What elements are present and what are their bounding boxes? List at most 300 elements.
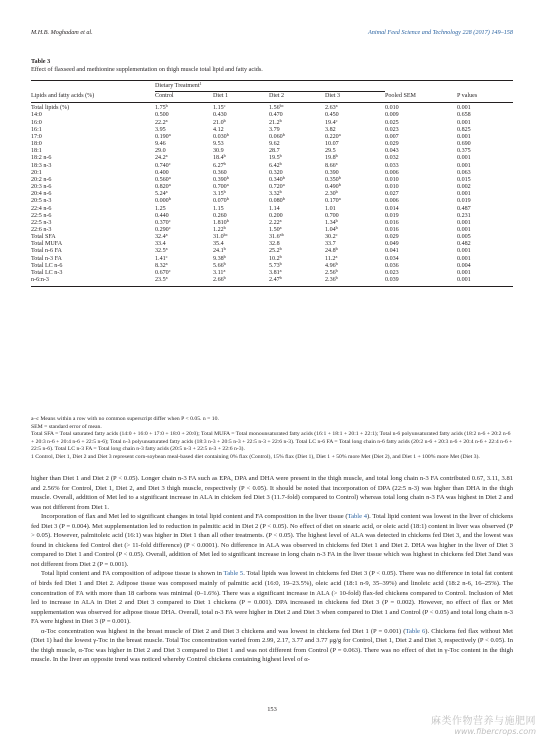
column-header-diet-2: Diet 2 <box>269 92 325 103</box>
table-cell <box>155 248 213 255</box>
table-row <box>31 234 513 241</box>
table-cell <box>269 267 325 277</box>
table-cell <box>457 112 513 119</box>
row-header: Lipids and fatty acids (%) <box>31 92 155 103</box>
cell-superscript: b <box>279 153 282 159</box>
table-cell <box>385 163 457 170</box>
cell-value: 0.231 <box>457 212 471 219</box>
table-cell <box>269 117 325 127</box>
table-cell <box>325 217 385 227</box>
cell-value: 0.036 <box>385 262 399 269</box>
watermark-site-name: 麻类作物营养与施肥网 <box>431 716 536 727</box>
cell-value: 1.810 <box>213 219 227 226</box>
cell-superscript: bc <box>223 231 228 237</box>
cell-value: 0.260 <box>213 212 227 219</box>
cell-value: 0.070 <box>213 198 227 205</box>
table-cell <box>385 263 457 270</box>
cell-value: 3.95 <box>155 126 166 133</box>
cell-value: 0.006 <box>385 169 399 176</box>
table-row <box>31 163 513 170</box>
table-5-link[interactable]: Table 5 <box>223 570 244 578</box>
cell-value: 0.487 <box>457 205 471 212</box>
cell-value: 33.4 <box>155 241 166 248</box>
row-label: Total n-3 FA <box>31 255 62 262</box>
cell-value: 3.81 <box>269 269 280 276</box>
cell-value: 0.320 <box>269 169 283 176</box>
table-cell <box>385 127 457 134</box>
cell-value: 0.001 <box>457 191 471 198</box>
cell-value: 0.002 <box>457 184 471 191</box>
cell-value: 4.96 <box>325 262 336 269</box>
fatty-acid-table <box>31 80 513 287</box>
cell-value: 0.014 <box>385 205 399 212</box>
table-cell <box>213 112 269 119</box>
table-footnotes <box>31 416 513 461</box>
table-cell <box>457 191 513 198</box>
row-label: 18:3 n-3 <box>31 162 52 169</box>
row-label: 20:4 n-6 <box>31 191 52 198</box>
cell-value: 0.001 <box>457 269 471 276</box>
cell-value: 1.25 <box>155 205 166 212</box>
row-label: Total LC n-6 <box>31 262 63 269</box>
cell-value: 0.019 <box>385 212 399 219</box>
table-cell <box>385 103 457 113</box>
cell-value: 0.340 <box>269 176 283 183</box>
cell-value: 0.440 <box>155 212 169 219</box>
table-cell <box>457 170 513 177</box>
cell-value: 1.15 <box>213 105 224 112</box>
cell-superscript: c <box>168 267 171 273</box>
cell-superscript: b <box>226 174 229 180</box>
table-cell <box>269 170 325 177</box>
cell-value: 25.2 <box>269 248 280 255</box>
cell-value: 0.220 <box>325 133 339 140</box>
table-cell <box>457 241 513 248</box>
cell-value: 24.2 <box>155 155 166 162</box>
table-row <box>31 277 513 287</box>
table-row <box>31 248 513 255</box>
row-label: Total SFA <box>31 234 56 241</box>
table-cell <box>155 174 213 184</box>
cell-value: 2.30 <box>325 191 336 198</box>
cell-superscript: b <box>282 131 285 137</box>
table-cell <box>457 256 513 263</box>
cell-superscript: b <box>335 267 338 273</box>
cell-value: 19.8 <box>325 155 336 162</box>
table-cell <box>457 148 513 155</box>
table-cell <box>269 198 325 205</box>
table-row <box>31 141 513 148</box>
cell-value: 0.023 <box>385 269 399 276</box>
table-cell <box>213 231 269 241</box>
table-cell <box>385 198 457 205</box>
cell-superscript: c <box>165 253 168 259</box>
cell-value: 6.27 <box>213 162 224 169</box>
cell-value: 3.15 <box>213 191 224 198</box>
cell-superscript: a <box>223 267 226 273</box>
cell-superscript: c <box>168 217 171 223</box>
cell-value: 0.001 <box>457 105 471 112</box>
row-label: Total MUFA <box>31 241 63 248</box>
row-label: Total lipids (%) <box>31 105 70 112</box>
cell-value: 0.029 <box>385 234 399 241</box>
cell-value: 0.658 <box>457 112 471 119</box>
footnote-means: a–c Means within a row with no common superscript differ when P < 0.05. n = 10. <box>31 416 219 422</box>
cell-value: 10.2 <box>269 255 280 262</box>
table-cell <box>155 213 213 220</box>
cell-value: 11.2 <box>325 255 336 262</box>
cell-value: 0.700 <box>325 212 339 219</box>
cell-superscript: a <box>165 246 168 252</box>
table-cell <box>155 160 213 170</box>
table-cell <box>457 155 513 162</box>
table-cell <box>155 170 213 177</box>
cell-superscript: a <box>279 224 282 230</box>
cell-value: 0.015 <box>457 176 471 183</box>
cell-superscript: b <box>335 189 338 194</box>
cell-value: 32.5 <box>155 248 166 255</box>
paragraph-2: Incorporation of flax and Met led to significant changes in total lipid content and FA composition in the liver tissue (Table 4). Total lipid content was lowest in the liver of chickens fed Diet 3 (P = 0.004). Met supplementation led to reduction in palmitic acid in Diet 2 (P < 0.05). No effect of diet on stearic acid, or oleic acid (18:1) content in liver was observed (P > 0.05). However, palmitoleic acid (16:1) was higher in Diet 1 than all other treatments. (P < 0.05). The highest level of ALA was detected in chickens fed Diet 3, and the lowest was found in chickens fed Control diet (> 11-fold difference) (P < 0.0001). No difference in ALA was observed in chickens fed Diet 1 and Diet 2. DHA was higher in the liver of Diet 3 compared to Diet 1 and Control (P < 0.05). Overall, addition of Met led to significant increase in long chain n-3 FA in the liver tissue which was highest in chickens fed Diet 3and was not different from Diet 2 (P = 0.001). <box>31 513 513 568</box>
table-cell <box>155 267 213 277</box>
watermark-url: www.fibercrops.com <box>454 727 536 736</box>
cell-superscript: b <box>279 117 282 123</box>
table-6-link[interactable]: Table 6 <box>405 627 426 635</box>
cell-superscript: a <box>338 196 341 202</box>
cell-value: 0.001 <box>457 119 471 126</box>
table-cell <box>269 231 325 241</box>
cell-superscript: a <box>338 131 341 137</box>
cell-value: 3.32 <box>269 191 280 198</box>
cell-value: 0.470 <box>269 112 283 119</box>
table-cell <box>385 170 457 177</box>
cell-value: 29.0 <box>155 148 166 155</box>
column-header-diet-1: Diet 1 <box>213 92 269 103</box>
table-cell <box>213 217 269 227</box>
table-cell <box>269 131 325 141</box>
table-cell <box>457 120 513 127</box>
cell-value: 0.023 <box>385 126 399 133</box>
table-cell <box>155 260 213 270</box>
table-row <box>31 127 513 134</box>
row-label: 20:1 <box>31 169 42 176</box>
footnote-sem: SEM = standard error of mean. <box>31 423 102 430</box>
table-cell <box>385 234 457 241</box>
table-cell <box>385 213 457 220</box>
table-cell <box>457 227 513 234</box>
table-cell <box>269 141 325 148</box>
cell-superscript: b <box>335 217 338 223</box>
cell-superscript: c <box>335 231 338 237</box>
cell-value: 24.1 <box>213 248 224 255</box>
table-cell <box>213 160 269 170</box>
cell-value: 0.670 <box>155 269 169 276</box>
table-cell <box>457 248 513 255</box>
table-cell <box>385 191 457 198</box>
row-label: 17:0 <box>31 133 42 140</box>
cell-value: 31.0 <box>213 234 224 241</box>
cell-value: 0.720 <box>269 184 283 191</box>
table-row <box>31 134 513 141</box>
cell-value: 19.5 <box>269 155 280 162</box>
table-cell <box>213 267 269 277</box>
table-cell <box>213 117 269 127</box>
table-cell <box>155 112 213 119</box>
table-cell <box>325 260 385 270</box>
table-cell <box>269 260 325 270</box>
cell-value: 0.390 <box>325 169 339 176</box>
cell-value: 0.004 <box>457 262 471 269</box>
cell-value: 0.016 <box>385 226 399 233</box>
cell-value: 0.430 <box>213 112 227 119</box>
cell-superscript: b <box>338 174 341 180</box>
cell-value: 33.7 <box>325 241 336 248</box>
cell-value: 8.66 <box>325 162 336 169</box>
table-cell <box>385 155 457 162</box>
cell-superscript: b <box>279 274 282 280</box>
cell-value: 32.4 <box>155 234 166 241</box>
table-cell <box>155 117 213 127</box>
cell-superscript: a <box>335 253 338 259</box>
cell-value: 1.34 <box>325 219 336 226</box>
dietary-treatment-header: Dietary Treatment$^1$ <box>155 81 385 92</box>
cell-value: 0.033 <box>385 162 399 169</box>
table-cell <box>213 174 269 184</box>
cell-value: 0.049 <box>385 241 399 248</box>
cell-superscript: c <box>223 103 226 109</box>
table-cell <box>325 155 385 162</box>
table-cell <box>155 141 213 148</box>
cell-value: 10.07 <box>325 141 339 148</box>
table-cell <box>155 206 213 213</box>
cell-value: 0.560 <box>155 176 169 183</box>
table-cell <box>155 155 213 162</box>
table-cell <box>269 217 325 227</box>
table-cell <box>213 206 269 213</box>
table-cell <box>213 274 269 287</box>
cell-value: 0.170 <box>325 198 339 205</box>
cell-value: 0.001 <box>457 133 471 140</box>
cell-value: 2.36 <box>325 277 336 284</box>
column-header-p-values: P values <box>457 92 513 103</box>
column-header-control: Control <box>155 92 213 103</box>
cell-value: 1.41 <box>155 255 166 262</box>
cell-superscript: a <box>165 274 168 280</box>
cell-value: 0.005 <box>457 234 471 241</box>
table-cell <box>457 263 513 270</box>
cell-value: 30.9 <box>213 148 224 155</box>
table-cell <box>213 170 269 177</box>
cell-value: 19.4 <box>325 119 336 126</box>
cell-value: 0.060 <box>269 133 283 140</box>
table-row <box>31 213 513 220</box>
cell-value: 0.825 <box>457 126 471 133</box>
cell-superscript: b <box>223 160 226 166</box>
cell-value: 1.22 <box>213 226 224 233</box>
cell-value: 2.63 <box>325 105 336 112</box>
cell-superscript: b <box>338 181 341 187</box>
row-label: 20:5 n-3 <box>31 198 52 205</box>
table-cell <box>269 174 325 184</box>
cell-value: 3.79 <box>269 126 280 133</box>
table-cell <box>155 103 213 113</box>
cell-value: 0.019 <box>457 198 471 205</box>
cell-value: 0.500 <box>155 112 169 119</box>
table-cell <box>457 213 513 220</box>
cell-value: 0.200 <box>269 212 283 219</box>
cell-value: 0.001 <box>457 162 471 169</box>
cell-superscript: b <box>279 160 282 166</box>
cell-value: 0.375 <box>457 148 471 155</box>
cell-value: 0.030 <box>213 133 227 140</box>
cell-value: 21.2 <box>269 119 280 126</box>
cell-value: 0.007 <box>385 133 399 140</box>
cell-value: 1.56 <box>269 105 280 112</box>
table-cell <box>385 134 457 141</box>
table-cell <box>213 127 269 134</box>
cell-value: 32.8 <box>269 241 280 248</box>
cell-value: 5.66 <box>213 262 224 269</box>
table-cell <box>325 213 385 220</box>
table-cell <box>457 141 513 148</box>
cell-value: 1.15 <box>213 205 224 212</box>
watermark <box>431 712 536 736</box>
table-cell <box>269 253 325 263</box>
table-body <box>31 103 513 287</box>
cell-value: 3.82 <box>325 126 336 133</box>
cell-value: 0.034 <box>385 255 399 262</box>
table-cell <box>457 220 513 227</box>
table-cell <box>457 103 513 113</box>
cell-value: 21.0 <box>213 119 224 126</box>
table-cell <box>457 184 513 191</box>
table-cell <box>269 206 325 213</box>
table-cell <box>385 256 457 263</box>
table-4-link[interactable]: Table 4 <box>347 513 367 521</box>
cell-value: 0.740 <box>155 162 169 169</box>
footnote-abbreviations: Total SFA = Total saturated fatty acids (14:0 + 16:0 + 17:0 + 18:0 + 20:0); Total MUFA = Total monounsaturated fatty acids (16:1 + 18:1 + 20:1 + 22:1); Total n-6 polyunsaturated fatty acids (18:2 n-6 + 20:2 n-6 + 20:3 n-6 + 20:4 n-6 + 22:5 n-6); Total n-3 polyunsaturated fatty acids (18:3 n-3 + 20:5 n-3 + 22:5 n-3 + 22:6 n-3). Total LC n-6 FA = Total long chain n-6 fatty acids (20:2 n-6 + 20:3 n-6 + 20:4 n-6 + 22:4 n-6 + 22:5 n-6). Total LC n-3 FA = Total long chain n-3 fatty acids (20:5 n-3 + 22:5 n-3 + 22:6 n-3). <box>31 431 513 452</box>
cell-superscript: b <box>226 196 229 202</box>
table-cell <box>325 248 385 255</box>
table-row <box>31 170 513 177</box>
cell-value: 0.190 <box>155 133 169 140</box>
cell-superscript: b <box>335 224 338 230</box>
cell-superscript: b <box>223 260 226 266</box>
table-cell <box>325 117 385 127</box>
table-cell <box>213 141 269 148</box>
cell-superscript: a <box>279 267 282 273</box>
cell-value: 0.080 <box>269 198 283 205</box>
running-header-journal: Animal Feed Science and Technology 228 (2017) 149–158 <box>368 29 513 36</box>
table-cell <box>155 274 213 287</box>
table-cell <box>385 248 457 255</box>
table-cell <box>385 206 457 213</box>
cell-value: 0.025 <box>385 119 399 126</box>
row-label: 18:1 <box>31 148 42 155</box>
cell-superscript: a <box>165 231 168 237</box>
table-cell <box>325 274 385 287</box>
cell-superscript: b <box>335 246 338 252</box>
table-cell <box>155 131 213 141</box>
cell-value: 2.56 <box>325 269 336 276</box>
cell-value: 9.53 <box>213 141 224 148</box>
cell-superscript: a <box>165 189 168 194</box>
table-cell <box>385 120 457 127</box>
table-cell <box>457 277 513 287</box>
table-cell <box>269 155 325 162</box>
paragraph-3: Total lipid content and FA composition of adipose tissue is shown in Table 5. Total lipids was lowest in chickens fed Diet 3 (P < 0.05). There was no difference in total fat content of birds fed Diet 1 and Diet 2. Adipose tissue was composed mainly of palmitic acid (16:0, 19–23.5%), oleic acid (18:1 n-9, 35–39%) and linoleic acid (18:2 n-6, 16–25%). The concentration of FA with more than 18 carbons was minimal (0–1.6%). There was a significant increase in ALA (> 10-fold) flax-fed chickens compared to Control. Inclusion of Met led to increase in ALA in Diet 2 and Diet 3 compared to Diet 1 chickens (P = 0.001). DPA increased in chickens fed Diet 3 (P = 0.002). However, no effect of flax or Met supplementation was observed for adipose tissue DHA. Overall, total n-3 FA were higher in Diet 2 and Diet 3 when compared to Diet 1 and Control (P < 0.05) and total long chain n-3 FA were highest in Diet 3 (P = 0.001). <box>31 570 513 626</box>
table-cell <box>385 220 457 227</box>
cell-value: 1.50 <box>269 226 280 233</box>
cell-value: 22.2 <box>155 119 166 126</box>
cell-superscript: b <box>282 174 285 180</box>
table-cell <box>269 127 325 134</box>
table-row <box>31 103 513 113</box>
cell-superscript: c <box>168 160 171 166</box>
table-cell <box>213 248 269 255</box>
cell-value: 0.029 <box>385 141 399 148</box>
table-cell <box>213 155 269 162</box>
cell-value: 1.01 <box>325 205 336 212</box>
cell-value: 0.016 <box>385 219 399 226</box>
cell-value: 0.450 <box>325 112 339 119</box>
table-cell <box>385 177 457 184</box>
cell-value: 0.360 <box>213 169 227 176</box>
table-cell <box>457 177 513 184</box>
table-cell <box>155 198 213 205</box>
cell-value: 9.46 <box>155 141 166 148</box>
table-cell <box>457 234 513 241</box>
row-label: 20:2 n-6 <box>31 176 52 183</box>
table-cell <box>325 253 385 263</box>
cell-superscript: b <box>223 189 226 194</box>
cell-value: 0.039 <box>385 277 399 284</box>
table-cell <box>213 260 269 270</box>
cell-value: 29.5 <box>325 148 336 155</box>
cell-value: 0.006 <box>385 198 399 205</box>
cell-superscript: b <box>165 103 168 109</box>
table-cell <box>385 148 457 155</box>
table-row <box>31 270 513 277</box>
table-cell <box>325 206 385 213</box>
row-label: Total LC n-3 <box>31 269 63 276</box>
table-cell <box>457 270 513 277</box>
cell-superscript: b <box>223 153 226 159</box>
cell-superscript: b <box>335 153 338 159</box>
table-cell <box>325 198 385 205</box>
cell-superscript: a <box>279 217 282 223</box>
cell-value: 0.400 <box>155 169 169 176</box>
table-cell <box>213 253 269 263</box>
cell-value: 0.043 <box>385 148 399 155</box>
table-cell <box>269 274 325 287</box>
cell-value: 6.42 <box>269 162 280 169</box>
table-cell <box>457 206 513 213</box>
cell-value: 1.04 <box>325 226 336 233</box>
cell-superscript: c <box>168 224 171 230</box>
table-cell <box>155 231 213 241</box>
cell-value: 2.66 <box>213 277 224 284</box>
table-cell <box>385 112 457 119</box>
cell-value: 5.24 <box>155 191 166 198</box>
cell-value: 24.8 <box>325 248 336 255</box>
table-row <box>31 155 513 162</box>
table-cell <box>457 198 513 205</box>
cell-value: 9.38 <box>213 255 224 262</box>
cell-superscript: ab <box>279 231 284 237</box>
cell-value: 0.032 <box>385 155 399 162</box>
cell-value: 30.2 <box>325 234 336 241</box>
cell-superscript: b <box>226 217 229 223</box>
